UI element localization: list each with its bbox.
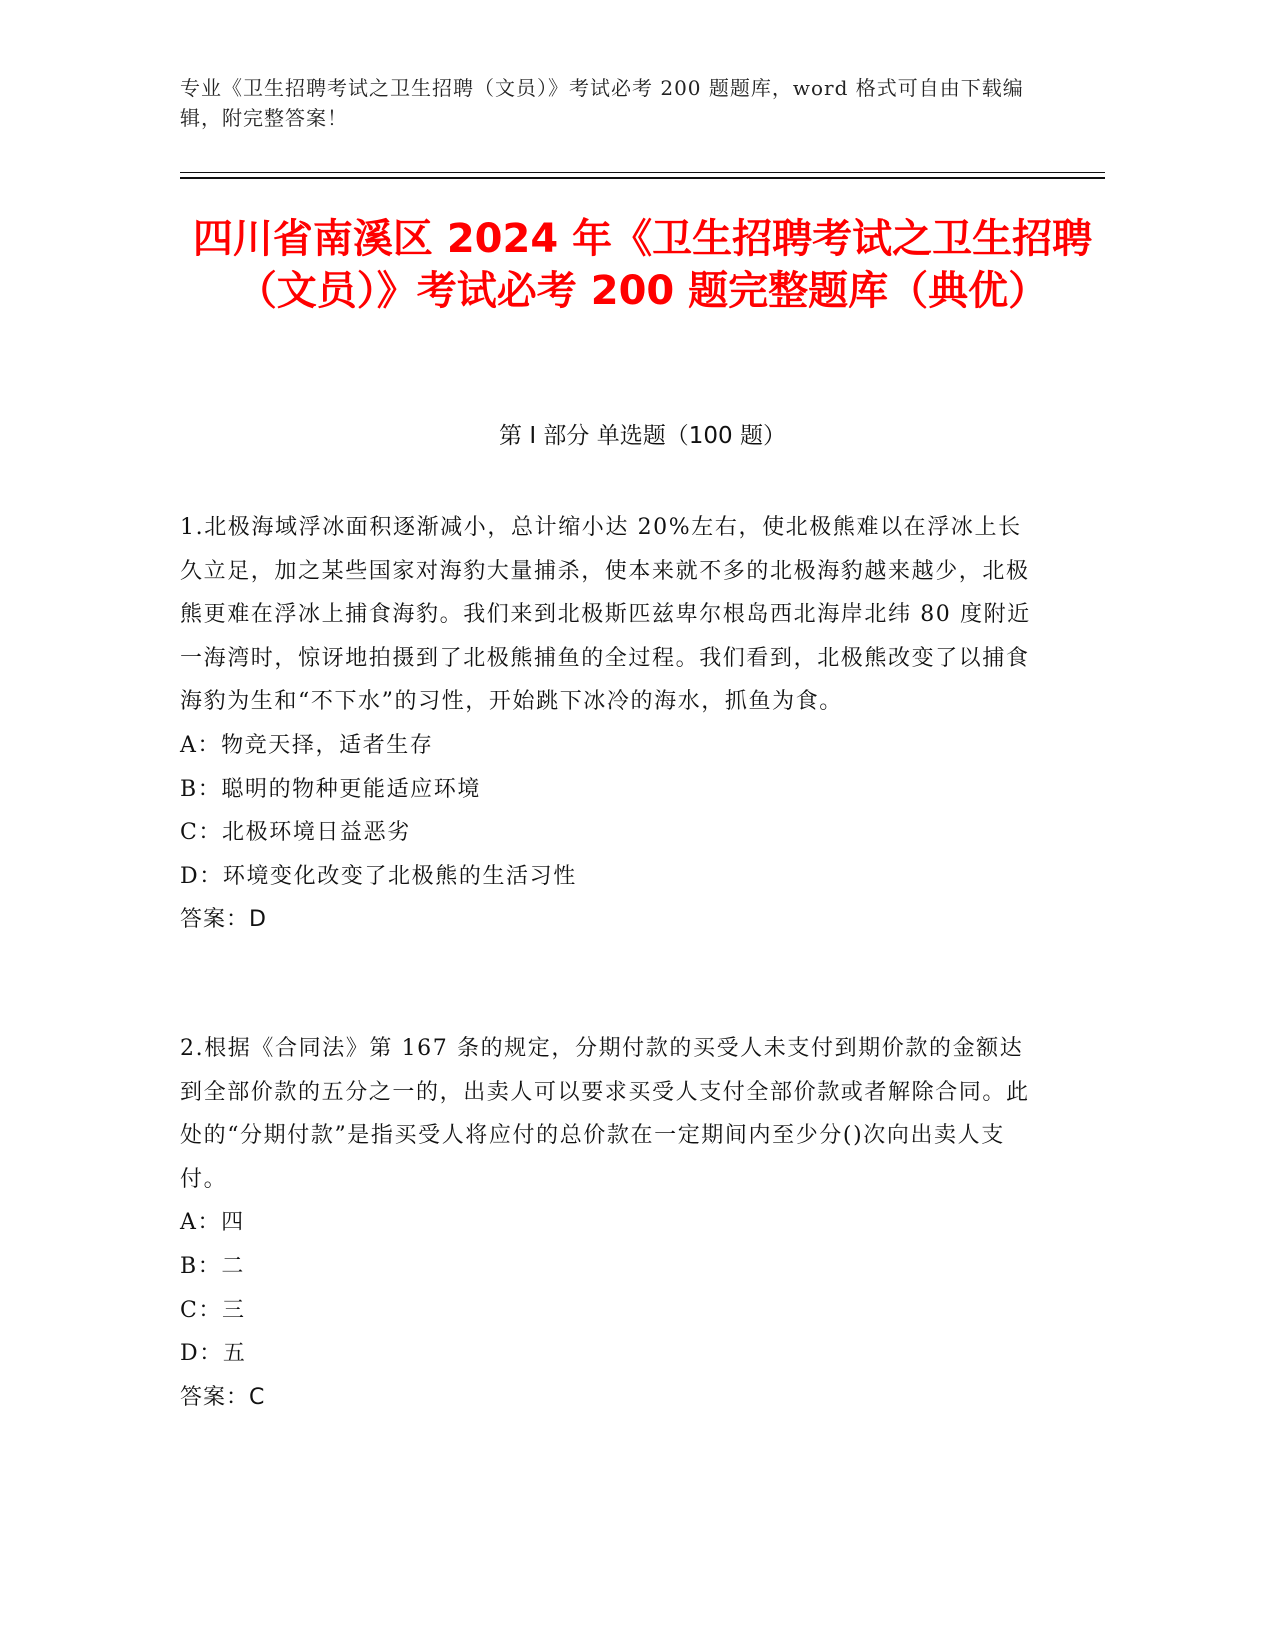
option-c: C：北极环境日益恶劣 bbox=[180, 820, 411, 846]
header-divider-thin bbox=[180, 172, 1105, 173]
option-c: C：三 bbox=[180, 1297, 246, 1323]
option-b: B：二 bbox=[180, 1253, 245, 1279]
header-note: 专业《卫生招聘考试之卫生招聘（文员）》考试必考 200 题题库，word 格式可自由下载编辑，附完整答案！ bbox=[180, 76, 1024, 130]
option-a: A：物竞天择，适者生存 bbox=[180, 732, 434, 758]
question-stem: 1.北极海域浮冰面积逐渐减小，总计缩小达 20%左右，使北极熊难以在浮冰上长久立足，加之某些国家对海豹大量捕杀，使本来就不多的北极海豹越来越少，北极熊更难在浮冰上捕食海豹。我们来到北极斯匹兹卑尔根岛西北海岸北纬 80 度附近一海湾时，惊讶地拍摄到了北极熊捕鱼的全过程。我们看到，北极熊改变了以捕食海豹为生和“不下水”的习性，开始跳下冰冷的海水，抓鱼为食。 bbox=[180, 515, 1031, 715]
option-d: D：环境变化改变了北极熊的生活习性 bbox=[180, 863, 577, 889]
option-d: D：五 bbox=[180, 1341, 247, 1367]
question-stem: 2.根据《合同法》第 167 条的规定，分期付款的买受人未支付到期价款的金额达到全部价款的五分之一的，出卖人可以要求买受人支付全部价款或者解除合同。此处的“分期付款”是指买受人将应付的总价款在一定期间内至少分()次向出卖人支付。 bbox=[180, 1036, 1030, 1192]
section-title: 第 I 部分 单选题（100 题） bbox=[499, 423, 786, 449]
document-title: 四川省南溪区 2024 年《卫生招聘考试之卫生招聘（文员）》考试必考 200 题完整题库（典优） bbox=[192, 216, 1093, 314]
option-a: A：四 bbox=[180, 1210, 245, 1236]
answer-line: 答案：D bbox=[180, 907, 267, 933]
question-2 bbox=[180, 1027, 1040, 1419]
option-b: B：聪明的物种更能适应环境 bbox=[180, 776, 481, 802]
header-divider-thick bbox=[180, 177, 1105, 179]
question-1 bbox=[180, 506, 1040, 942]
answer-line: 答案：C bbox=[180, 1384, 266, 1410]
